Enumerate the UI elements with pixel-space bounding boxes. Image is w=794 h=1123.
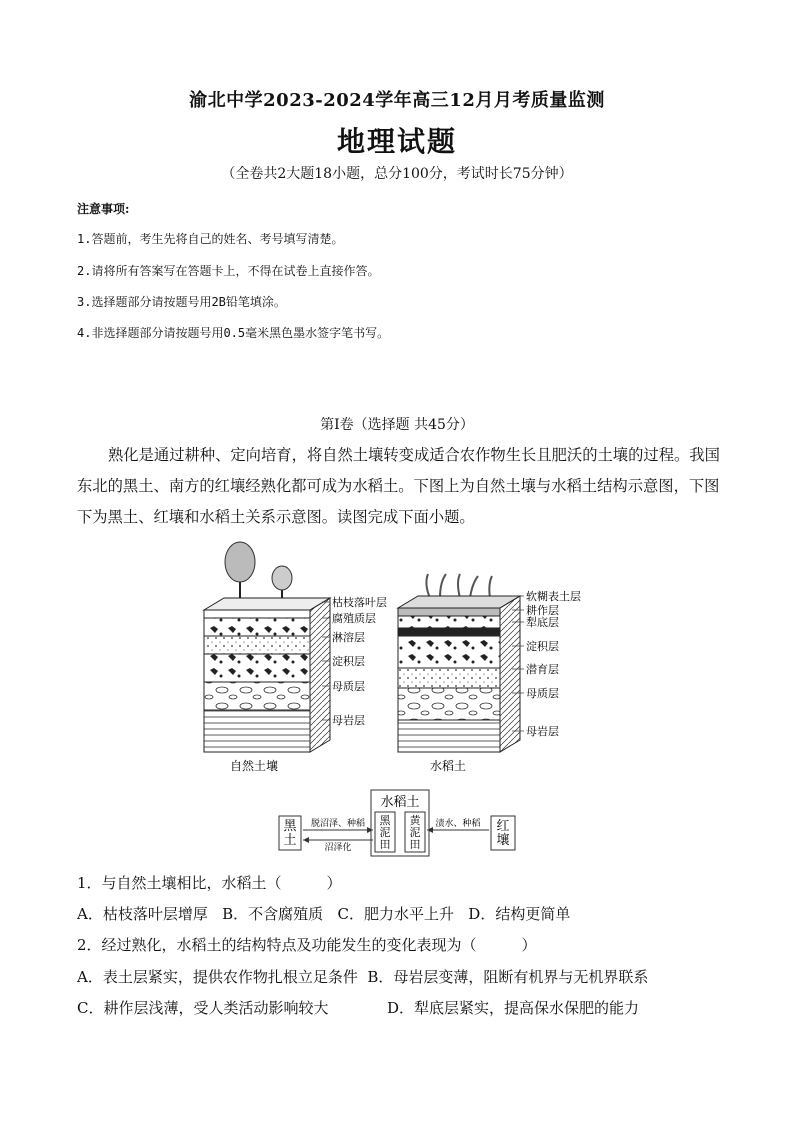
- option[interactable]: C．耕作层浅薄，受人类活动影响较大: [77, 999, 329, 1017]
- arrow-label-top-left: 脱沼泽、种稻: [310, 819, 366, 829]
- soil-layer-label: 枯枝落叶层: [332, 596, 387, 609]
- soil-layer-label: 潜育层: [526, 663, 559, 676]
- question-2-stem: 2．经过熟化，水稻土的结构特点及功能发生的变化表现为（ ）: [77, 936, 537, 954]
- exam-title: 渝北中学2023-2024学年高三12月月考质量监测: [189, 90, 605, 111]
- soil-layer-label: 犁底层: [526, 616, 559, 629]
- notice-item: 4.非选择题部分请按题号用0.5毫米黑色墨水签字笔书写。: [77, 326, 390, 340]
- notice-heading: 注意事项:: [77, 202, 130, 216]
- exam-subtitle: （全卷共2大题18小题，总分100分，考试时长75分钟）: [221, 166, 573, 182]
- notice-item: 1.答题前，考生先将自己的姓名、考号填写清楚。: [77, 232, 344, 246]
- arrow-label-bottom-left: 沼泽化: [324, 843, 352, 853]
- notice-item: 3.选择题部分请按题号用2B铅笔填涂。: [77, 295, 286, 309]
- soil-layer-label: 耕作层: [526, 604, 559, 617]
- option[interactable]: D．犁底层紧实，提高保水保肥的能力: [387, 999, 640, 1017]
- soil-layer-label: 淀积层: [332, 655, 365, 668]
- soil-layer-label: 母岩层: [526, 725, 559, 738]
- option[interactable]: A．枯枝落叶层增厚: [77, 905, 208, 923]
- question-1-stem: 1．与自然土壤相比，水稻土（ ）: [77, 874, 342, 892]
- paddy-soil-caption: 水稻土: [430, 759, 467, 773]
- soil-layer-label: 淀积层: [526, 640, 559, 653]
- option[interactable]: A．表土层紧实，提供农作物扎根立足条件: [77, 968, 358, 986]
- option[interactable]: B．母岩层变薄，阻断有机界与无机界联系: [367, 968, 649, 986]
- soil-layer-label: 腐殖质层: [332, 612, 376, 625]
- soil-layer-label: 母质层: [526, 687, 559, 700]
- arrow-left: [303, 837, 309, 843]
- rice-plant-icon: [426, 574, 492, 598]
- notice-item: 2.请将所有答案写在答题卡上，不得在试卷上直接作答。: [77, 264, 380, 278]
- soil-layer-label: 软糊表土层: [526, 590, 581, 603]
- question-1-options: [77, 903, 570, 924]
- arrow-label-right: 渍水、种稻: [435, 819, 481, 829]
- relation-center-title: 水稻土: [380, 795, 420, 810]
- red-soil-label: 红壤: [496, 819, 510, 848]
- black-mud-field-label: 黑泥田: [379, 814, 391, 851]
- passage-text: 熟化是通过耕种、定向培育，将自然土壤转变成适合农作物生长且肥沃的土壤的过程。我国东北的黑土、南方的红壤经熟化都可成为水稻土。下图上为自然土壤与水稻土结构示意图，下图下为黑土、红壤和水稻土关系示意图。读图完成下面小题。: [77, 446, 720, 526]
- paddy-soil-block: [398, 574, 520, 752]
- option[interactable]: D．结构更简单: [468, 905, 571, 923]
- section-title: 第Ⅰ卷（选择题 共45分）: [320, 417, 474, 433]
- black-soil-label: 黑土: [283, 819, 297, 848]
- soil-layer-label: 母质层: [332, 680, 365, 693]
- soil-layer-label: 母岩层: [332, 714, 365, 727]
- natural-soil-caption: 自然土壤: [230, 759, 279, 773]
- option[interactable]: B．不含腐殖质: [222, 905, 324, 923]
- soil-relation-diagram: [275, 786, 520, 861]
- option[interactable]: C．肥力水平上升: [337, 905, 454, 923]
- question-2-options-row1: [77, 966, 648, 987]
- soil-structure-figure: [190, 540, 600, 780]
- soil-layer-label: 淋溶层: [332, 631, 365, 644]
- question-2-options-row2: [77, 997, 639, 1018]
- subject-title: 地理试题: [336, 125, 457, 158]
- natural-soil-block: [204, 542, 330, 752]
- yellow-mud-field-label: 黄泥田: [409, 814, 421, 851]
